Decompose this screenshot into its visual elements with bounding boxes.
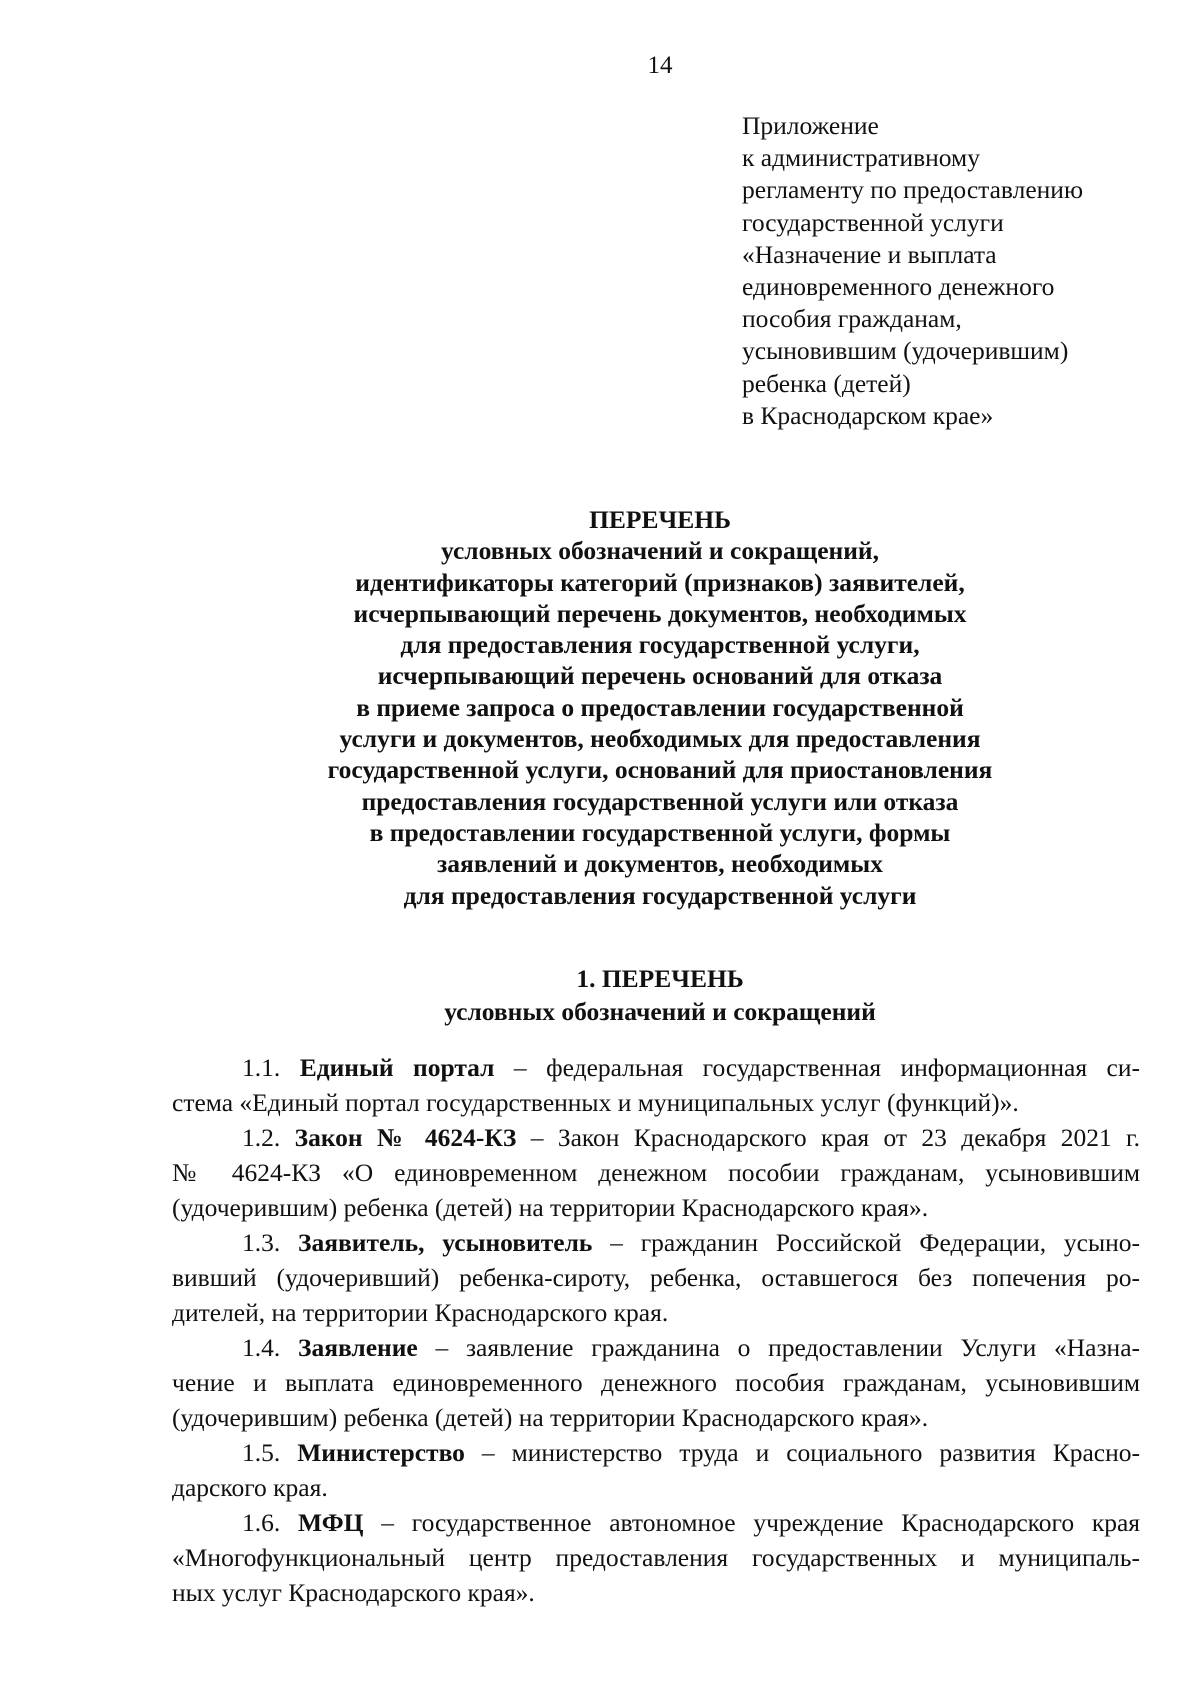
definition-number: 1.3. [242,1228,281,1257]
annex-line: государственной услуги [742,207,1004,237]
definition-text: дарского края. [172,1473,328,1502]
annex-line: в Краснодарском крае» [742,400,994,430]
title-line: исчерпывающий перечень оснований для отказа [377,661,943,691]
annex-line: единовременного денежного [742,272,1055,302]
definition-number: 1.5. [242,1438,281,1467]
title-line: идентификаторы категорий (признаков) заявителей, [355,567,965,597]
title-line: услуги и документов, необходимых для предоставления [339,724,981,754]
definition-text: дителей, на территории Краснодарского края. [172,1298,669,1327]
annex-line: к административному [742,143,980,173]
definition-text: – федеральная государственная информационная си- [494,1053,1140,1082]
annex-line: ребенка (детей) [742,368,911,398]
definition-text: чение и выплата единовременного денежного пособия гражданам, усыновившим [172,1368,1140,1397]
title-line: для предоставления государственной услуги, [400,630,920,660]
definition-text: стема «Единый портал государственных и муниципальных услуг (функций)». [172,1088,1019,1117]
section-subtitle: условных обозначений и сокращений [444,997,876,1026]
title-line: ПЕРЕЧЕНЬ [589,505,731,534]
title-line: исчерпывающий перечень документов, необходимых [353,598,967,628]
title-line: в предоставлении государственной услуги, формы [369,817,951,847]
definition-text: ных услуг Краснодарского края». [172,1578,535,1607]
document-title [200,504,1120,911]
page-number: 14 [647,52,673,79]
definitions-list [172,1050,1140,1610]
definition-number: 1.1. [242,1053,281,1082]
annex-line: Приложение [742,111,879,140]
definition-term: Заявитель, усыновитель [298,1228,593,1257]
annex-line: регламенту по предоставлению [742,175,1084,205]
definition-number: 1.2. [242,1123,281,1152]
title-line: в приеме запроса о предоставлении государственной [356,692,964,722]
annex-line: «Назначение и выплата [742,239,997,269]
section-title: 1. ПЕРЕЧЕНЬ [576,964,744,993]
definition-item [172,1435,1140,1505]
definition-text: «Многофункциональный центр предоставления государственных и муниципаль- [172,1543,1140,1572]
annex-reference [742,110,1162,432]
definition-term: Министерство [297,1438,465,1467]
definition-text: вивший (удочеривший) ребенка-сироту, ребенка, оставшегося без попечения ро- [172,1263,1140,1292]
definition-text: (удочерившим) ребенка (детей) на территории Краснодарского края». [172,1403,929,1432]
definition-term: Закон № 4624-КЗ [294,1123,517,1152]
definition-number: 1.4. [242,1333,281,1362]
definition-term: Единый портал [299,1053,495,1082]
definition-text: – заявление гражданина о предоставлении Услуги «Назна- [417,1333,1140,1362]
definition-term: МФЦ [298,1508,364,1537]
definition-text: – гражданин Российской Федерации, усыно- [592,1228,1140,1257]
title-line: для предоставления государственной услуги [403,880,917,910]
definition-text: № 4624-КЗ «О единовременном денежном пособии гражданам, усыновившим [172,1158,1140,1187]
definition-text: (удочерившим) ребенка (детей) на территории Краснодарского края». [172,1193,929,1222]
definition-item [172,1330,1140,1435]
section-heading [200,962,1120,1028]
title-line: заявлений и документов, необходимых [437,849,883,879]
title-line: государственной услуги, оснований для приостановления [327,755,993,785]
definition-text: – государственное автономное учреждение Краснодарского края [363,1508,1141,1537]
definition-text: – министерство труда и социального развития Красно- [464,1438,1141,1467]
definition-item [172,1225,1140,1330]
definition-item [172,1505,1140,1610]
definition-term: Заявление [297,1333,418,1362]
definition-item [172,1050,1140,1120]
definition-item [172,1120,1140,1225]
annex-line: усыновившим (удочерившим) [742,336,1069,366]
definition-number: 1.6. [242,1508,281,1537]
title-line: условных обозначений и сокращений, [441,536,879,566]
title-line: предоставления государственной услуги или отказа [361,786,959,816]
definition-text: – Закон Краснодарского края от 23 декабря 2021 г. [516,1123,1141,1152]
annex-line: пособия гражданам, [742,304,962,334]
